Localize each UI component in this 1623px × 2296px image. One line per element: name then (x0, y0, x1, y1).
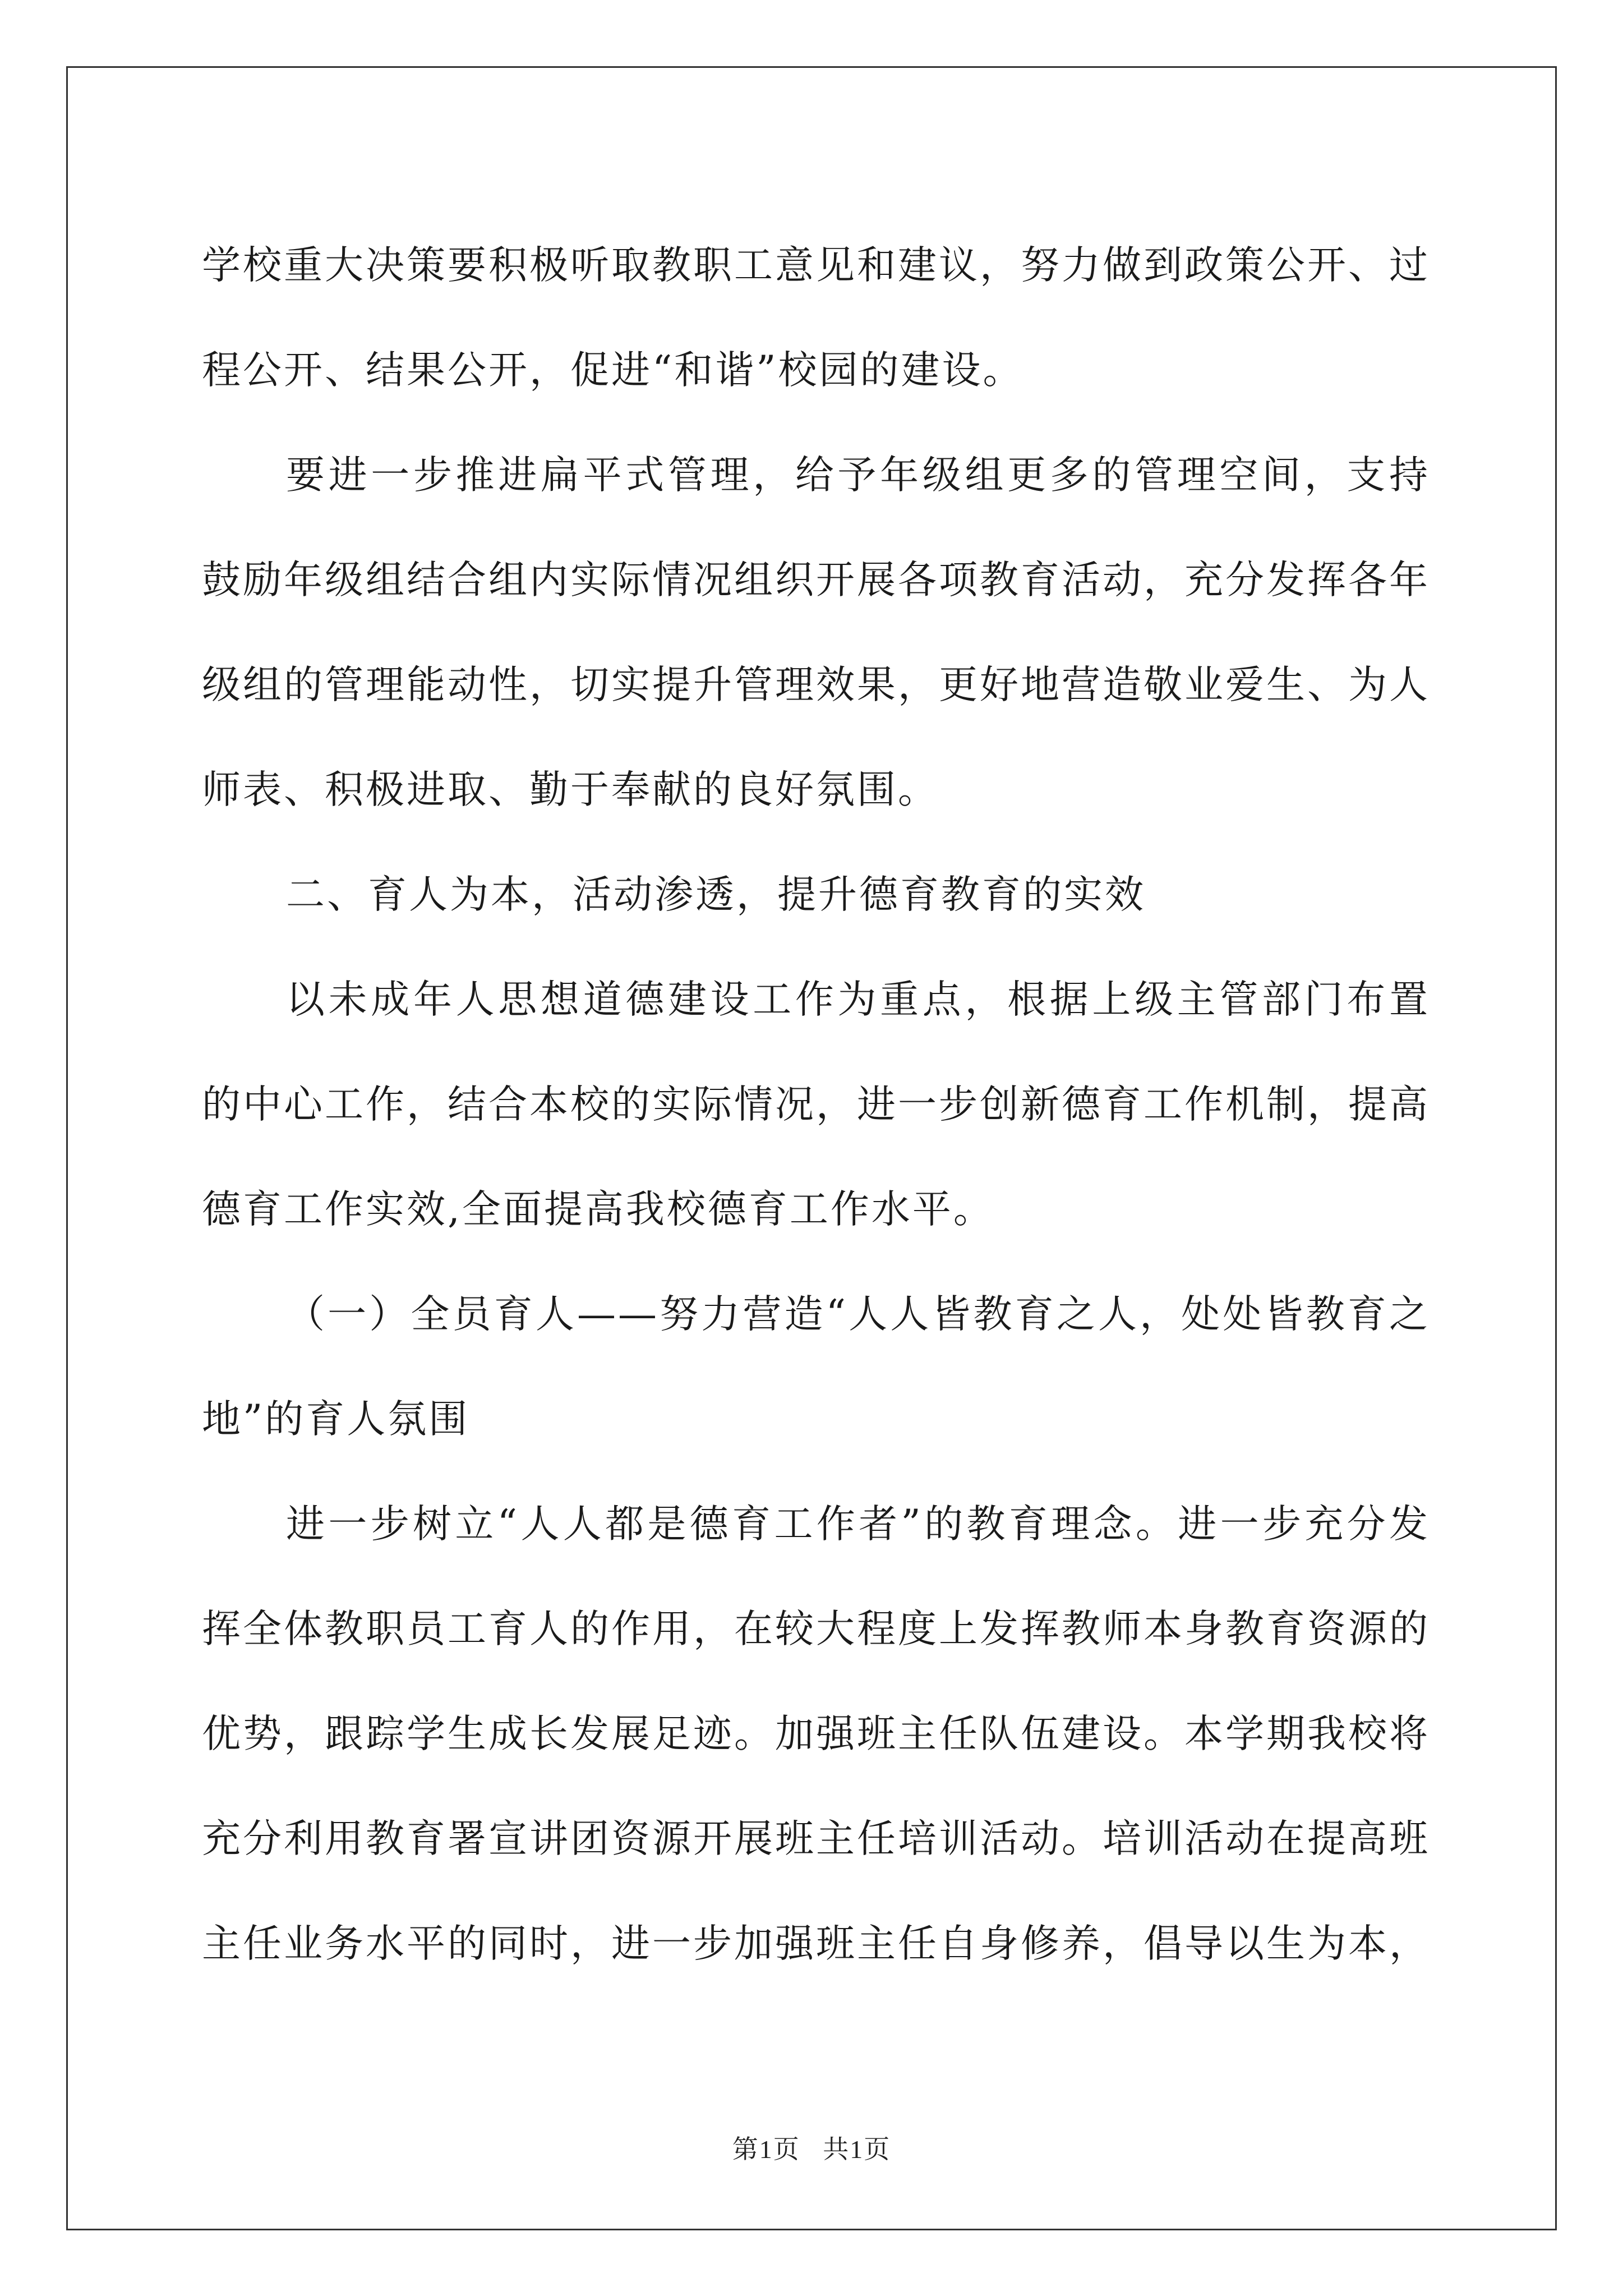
page-footer (0, 2129, 1623, 2166)
paragraph-3: 以未成年人思想道德建设工作为重点，根据上级主管部门布置的中心工作，结合本校的实际情况，进一步创新德育工作机制，提高德育工作实效,全面提高我校德育工作水平。 (202, 977, 1430, 1232)
subsection-heading: （一）全员育人——努力营造“人人皆教育之人，处处皆教育之地”的育人氛围 (202, 1292, 1430, 1442)
paragraph-1: 学校重大决策要积极听取教职工意见和建议，努力做到政策公开、过程公开、结果公开，促进“和谐”校园的建设。 (202, 243, 1430, 393)
page-total: 共1页 (823, 2135, 891, 2164)
section-heading: 二、育人为本，活动渗透，提升德育教育的实效 (286, 872, 1146, 917)
document-body (202, 213, 1430, 1996)
page-number: 第1页 (732, 2135, 800, 2164)
paragraph-2: 要进一步推进扁平式管理，给予年级组更多的管理空间，支持鼓励年级组结合组内实际情况组织开展各项教育活动，充分发挥各年级组的管理能动性，切实提升管理效果，更好地营造敬业爱生、为人师表、积极进取、勤于奉献的良好氛围。 (202, 453, 1430, 812)
paragraph-4: 进一步树立“人人都是德育工作者”的教育理念。进一步充分发挥全体教职员工育人的作用，在较大程度上发挥教师本身教育资源的优势，跟踪学生成长发展足迹。加强班主任队伍建设。本学期我校将充分利用教育署宣讲团资源开展班主任培训活动。培训活动在提高班主任业务水平的同时，进一步加强班主任自身修养，倡导以生为本， (202, 1502, 1430, 1966)
